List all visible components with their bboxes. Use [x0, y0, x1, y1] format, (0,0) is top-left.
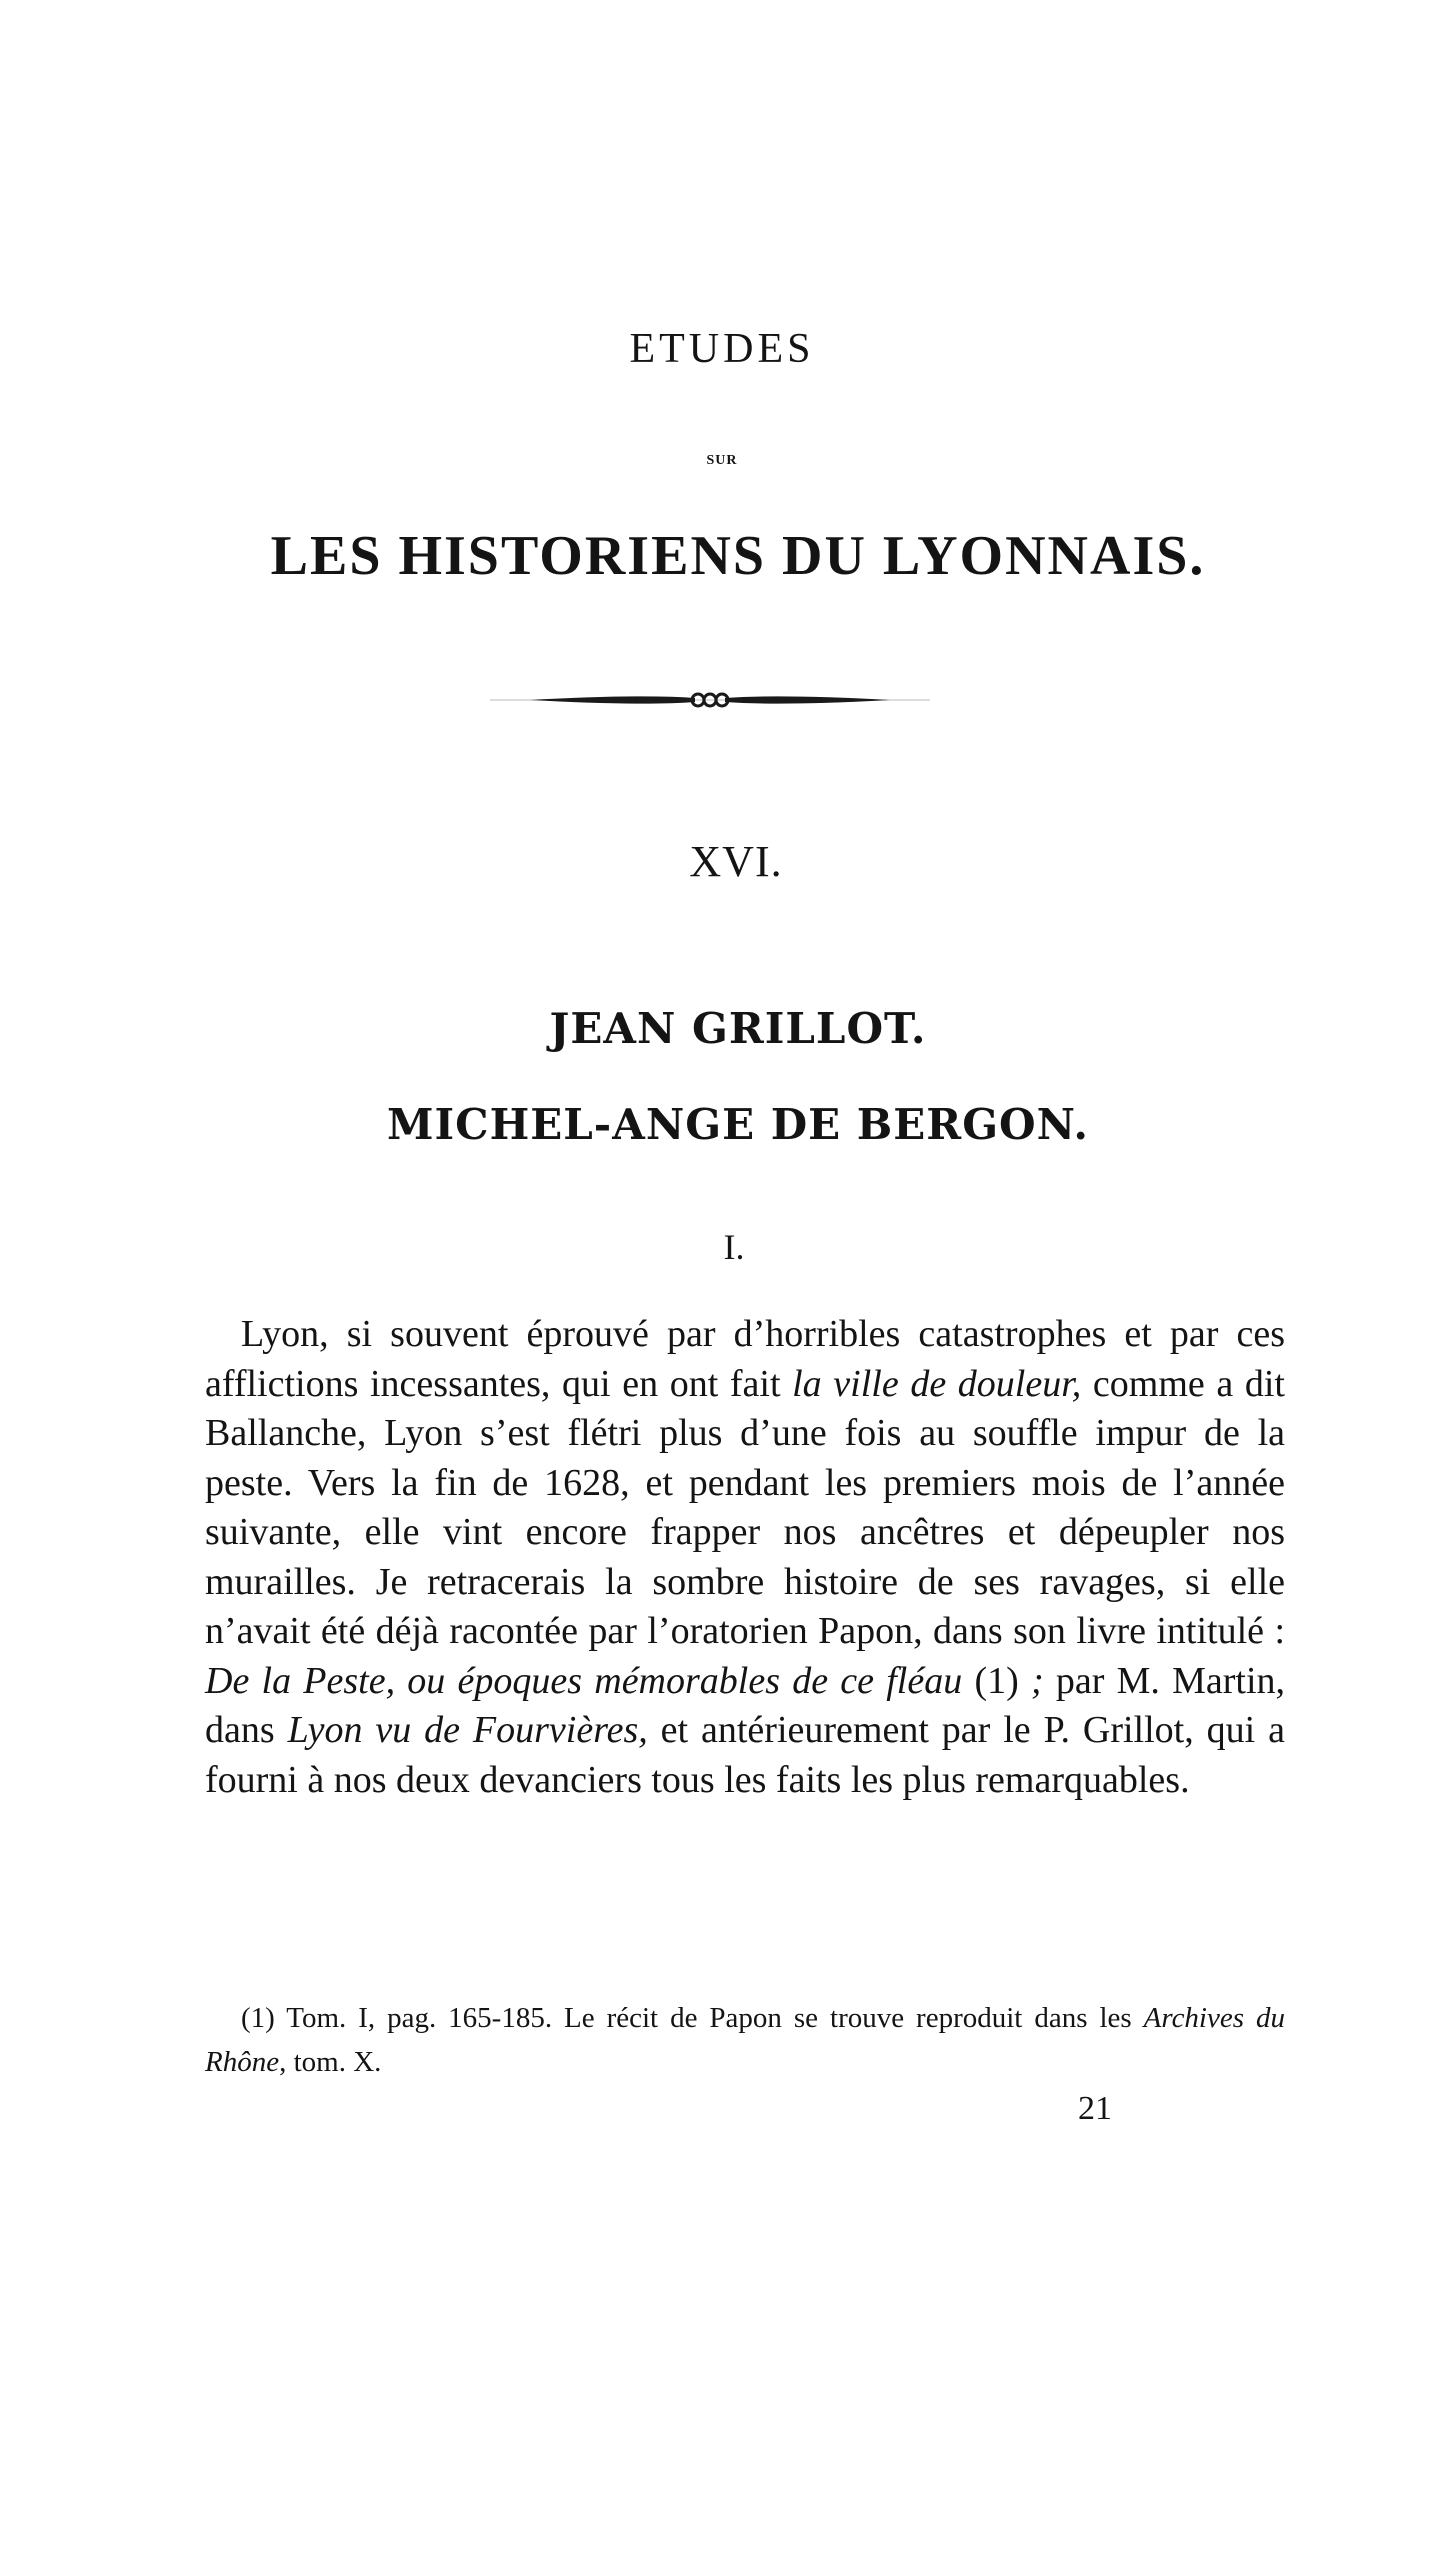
chapter-number: XVI.	[689, 837, 783, 886]
body-italic-run: ;	[1030, 1659, 1044, 1702]
footnote-text-run: (1) Tom. I, pag. 165-185. Le récit de Papon se trouve reproduit dans les	[241, 2002, 1144, 2034]
ornament-divider-icon	[490, 680, 930, 720]
body-italic-run: la ville de douleur,	[792, 1362, 1082, 1405]
chapter-subject-grillot: JEAN GRILLOT.	[549, 1004, 927, 1053]
body-text-run: Lyon, si souvent éprouvé par d’horribles catastrophes et par ces afflictions incessantes, qui en ont fait	[205, 1313, 1285, 1405]
body-paragraph	[205, 1310, 1285, 1805]
body-text-run: par M. Martin, dans	[205, 1659, 1286, 1751]
title-sur: SUR	[706, 453, 738, 468]
footnote-italic-run: Archives du Rhône	[205, 2002, 1285, 2078]
body-text-run: comme a dit Ballanche, Lyon s’est flétri plus d’une fois au souffle impur de la peste. Vers la fin de 1628, et pendant les premiers mois de l’année suivante, elle vint encore frapper nos ancêtres et dépeupler nos murailles. Je retracerais la sombre histoire de ses ravages, si elle n’avait été déjà racontée par l’oratorien Papon, dans son livre intitulé :	[205, 1362, 1285, 1652]
footnote	[205, 1996, 1285, 2084]
body-text-run: et antérieurement par le P. Grillot, qui a fourni à nos deux devanciers tous les faits les plus remarquables.	[205, 1709, 1285, 1801]
main-title: LES HISTORIENS DU LYONNAIS.	[270, 525, 1206, 587]
section-number: I.	[723, 1227, 745, 1267]
book-title-italic: Lyon vu de Fourvières,	[287, 1709, 648, 1751]
footnote-ref: (1)	[962, 1659, 1031, 1702]
page-number: 21	[1078, 2090, 1112, 2127]
footnote-text-run: , tom. X.	[279, 2046, 382, 2078]
chapter-subject-bergon: MICHEL-ANGE DE BERGON.	[387, 1100, 1089, 1149]
book-title-italic: De la Peste, ou époques mémorables de ce fléau	[205, 1659, 963, 1702]
title-etudes: ETUDES	[629, 326, 815, 372]
